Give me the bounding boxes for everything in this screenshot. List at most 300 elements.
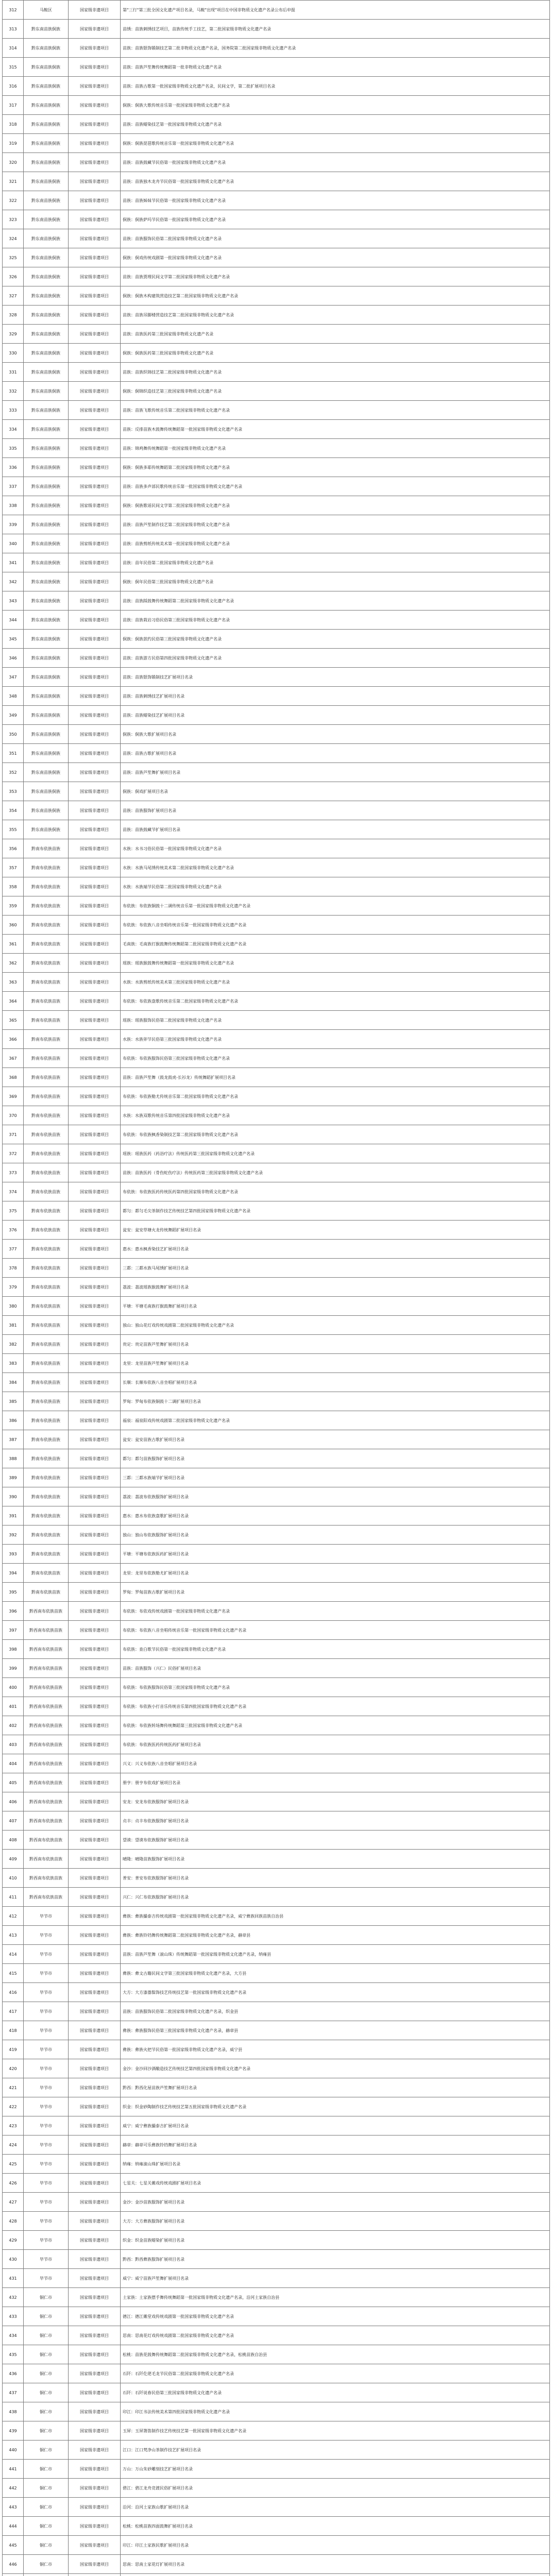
row-region: 黔东南苗族侗族 <box>24 572 69 591</box>
table-row <box>3 2441 550 2460</box>
row-region: 黔南布依族苗族 <box>24 973 69 992</box>
table-row <box>3 2421 550 2441</box>
table-row <box>3 1869 550 1888</box>
row-category: 国家级非遗项目 <box>69 572 121 591</box>
row-category: 国家级非遗项目 <box>69 1030 121 1049</box>
row-description: 惠水：惠水枫香染技艺扩展项目名录 <box>121 1240 550 1259</box>
row-category: 国家级非遗项目 <box>69 553 121 572</box>
row-description: 苗绣：苗族刺绣技艺项目，苗族传统手工技艺，第二批国家级非物质文化遗产名录 <box>121 20 550 39</box>
table-row <box>3 1392 550 1411</box>
row-description: 石阡：石阡说春民俗第三批国家级非物质文化遗产名录 <box>121 2383 550 2402</box>
row-category: 国家级非遗项目 <box>69 39 121 58</box>
row-region: 黔东南苗族侗族 <box>24 229 69 248</box>
row-category: 国家级非遗项目 <box>69 916 121 935</box>
row-category: 国家级非遗项目 <box>69 58 121 77</box>
row-category: 国家级非遗项目 <box>69 763 121 782</box>
row-description: 苗族：苗族古歌第一批国家级非物质文化遗产名录，民间文学，第二批扩展项目名录 <box>121 77 550 96</box>
table-row <box>3 1030 550 1049</box>
row-index: 389 <box>3 1468 24 1487</box>
row-category: 国家级非遗项目 <box>69 1125 121 1144</box>
row-description: 三都：三都水族端节扩展项目名录 <box>121 1468 550 1487</box>
row-region <box>24 2574 69 2576</box>
row-category: 国家级非遗项目 <box>69 1983 121 2002</box>
table-row <box>3 1125 550 1144</box>
row-category: 国家级非遗项目 <box>69 1926 121 1945</box>
row-region: 黔东南苗族侗族 <box>24 325 69 344</box>
row-region: 毕节市 <box>24 2231 69 2250</box>
row-description: 平塘：平塘布依族医药扩展项目名录 <box>121 1545 550 1564</box>
table-row <box>3 1449 550 1468</box>
table-row <box>3 1 550 20</box>
row-index: 426 <box>3 2174 24 2193</box>
row-category: 国家级非遗项目 <box>69 2174 121 2193</box>
row-category: 国家级非遗项目 <box>69 477 121 496</box>
row-description: 万山：万山朱砂雕刻技艺扩展项目名录 <box>121 2460 550 2479</box>
row-category: 国家级非遗项目 <box>69 2040 121 2059</box>
table-row <box>3 2193 550 2212</box>
row-description: 苗族：苗族栽岩习俗民俗第三批国家级非物质文化遗产名录 <box>121 611 550 630</box>
table-row <box>3 1659 550 1678</box>
row-index: 396 <box>3 1602 24 1621</box>
row-index: 330 <box>3 344 24 363</box>
row-index: 424 <box>3 2136 24 2155</box>
row-category: 国家级非遗项目 <box>69 1411 121 1430</box>
row-description: 贵定：贵定苗族芦笙舞扩展项目名录 <box>121 1335 550 1354</box>
table-row <box>3 1259 550 1278</box>
row-category: 国家级非遗项目 <box>69 973 121 992</box>
row-description: 晴隆：晴隆苗族服饰扩展项目名录 <box>121 1850 550 1869</box>
row-description: 苗族：苗族飞歌传统音乐第二批国家级非物质文化遗产名录 <box>121 401 550 420</box>
row-region: 黔东南苗族侗族 <box>24 763 69 782</box>
table-row <box>3 1831 550 1850</box>
row-description: 布依族：布依族服饰民俗第三批国家级非物质文化遗产名录 <box>121 1678 550 1697</box>
row-index: 443 <box>3 2498 24 2517</box>
row-category: 国家级非遗项目 <box>69 153 121 172</box>
row-category: 国家级非遗项目 <box>69 2212 121 2231</box>
row-category: 国家级非遗项目 <box>69 1869 121 1888</box>
row-region: 黔南布依族苗族 <box>24 992 69 1011</box>
row-index: 407 <box>3 1811 24 1831</box>
row-description: 苗族：苗族踩鼓舞传统舞蹈第二批国家级非物质文化遗产名录 <box>121 591 550 611</box>
row-index: 433 <box>3 2307 24 2326</box>
row-index: 410 <box>3 1869 24 1888</box>
row-region: 铜仁市 <box>24 2345 69 2364</box>
row-category: 国家级非遗项目 <box>69 1850 121 1869</box>
row-description: 苗族：苗族贾理民间文学第二批国家级非物质文化遗产名录 <box>121 267 550 286</box>
table-row <box>3 1011 550 1030</box>
row-region: 黔东南苗族侗族 <box>24 649 69 668</box>
table-row <box>3 1335 550 1354</box>
row-description: 苗族：苗族芦笙舞传统舞蹈第一批非物质文化遗产名录 <box>121 58 550 77</box>
row-region: 黔南布依族苗族 <box>24 1545 69 1564</box>
row-region: 铜仁市 <box>24 2498 69 2517</box>
row-description: 瑶族：瑶族服饰民俗第二批国家级非物质文化遗产名录 <box>121 1011 550 1030</box>
row-index: 381 <box>3 1316 24 1335</box>
table-row <box>3 58 550 77</box>
row-region: 黔东南苗族侗族 <box>24 591 69 611</box>
row-index: 345 <box>3 630 24 649</box>
row-description: 普安：普安布依族服饰扩展项目名录 <box>121 1869 550 1888</box>
table-row <box>3 2479 550 2498</box>
table-row <box>3 1049 550 1068</box>
row-category: 国家级非遗项目 <box>69 1697 121 1716</box>
row-region: 黔南布依族苗族 <box>24 1411 69 1430</box>
row-description: 水族：水族马尾绣传统美术第二批国家级非物质文化遗产名录 <box>121 858 550 877</box>
row-category: 国家级非遗项目 <box>69 2364 121 2383</box>
row-description: 苗族：苗族银饰锻制技艺扩展项目名录 <box>121 668 550 687</box>
table-row <box>3 1850 550 1869</box>
row-category: 国家级非遗项目 <box>69 1259 121 1278</box>
row-description: 金沙：金沙苗族服饰扩展项目名录 <box>121 2193 550 2212</box>
row-region: 黔东南苗族侗族 <box>24 134 69 153</box>
row-description: 龙里：龙里苗族芦笙舞扩展项目名录 <box>121 1354 550 1373</box>
table-row <box>3 439 550 458</box>
row-description: 彝族：彝族火把节民俗第一批国家级非物质文化遗产名录，威宁县 <box>121 2040 550 2059</box>
row-category: 国家级非遗项目 <box>69 1163 121 1182</box>
row-category: 国家级非遗项目 <box>69 267 121 286</box>
row-description: 独山：独山布依族服饰扩展项目名录 <box>121 1526 550 1545</box>
row-index: 312 <box>3 1 24 20</box>
row-description: 侗族：侗戏扩展项目名录 <box>121 782 550 801</box>
row-description: 苗族：苗族刺绣技艺扩展项目名录 <box>121 687 550 706</box>
row-description: 布依族：布依族勒尤传统音乐第二批国家级非物质文化遗产名录 <box>121 1087 550 1106</box>
row-description: 印江：印江书法传统美术第四批国家级非物质文化遗产名录 <box>121 2402 550 2421</box>
row-region: 黔南布依族苗族 <box>24 1011 69 1030</box>
table-row <box>3 153 550 172</box>
row-category: 国家级非遗项目 <box>69 248 121 267</box>
row-index: 374 <box>3 1182 24 1201</box>
row-region: 黔南布依族苗族 <box>24 954 69 973</box>
row-index: 346 <box>3 649 24 668</box>
row-index: 431 <box>3 2269 24 2288</box>
row-category: 国家级非遗项目 <box>69 229 121 248</box>
row-region: 黔南布依族苗族 <box>24 839 69 858</box>
table-row <box>3 172 550 191</box>
row-region: 黔西南布依族苗族 <box>24 1869 69 1888</box>
table-row <box>3 2555 550 2574</box>
row-description: 水族：水书习俗民俗第一批国家级非物质文化遗产名录 <box>121 839 550 858</box>
row-category: 国家级非遗项目 <box>69 420 121 439</box>
row-category: 国家级非遗项目 <box>69 1811 121 1831</box>
row-index: 397 <box>3 1621 24 1640</box>
row-category: 国家级非遗项目 <box>69 344 121 363</box>
row-region: 黔南布依族苗族 <box>24 1068 69 1087</box>
row-description: 兴仁：兴仁布依族服饰扩展项目名录 <box>121 1888 550 1907</box>
row-region: 黔东南苗族侗族 <box>24 420 69 439</box>
row-index: 347 <box>3 668 24 687</box>
table-row <box>3 20 550 39</box>
row-index: 322 <box>3 191 24 210</box>
row-region: 黔东南苗族侗族 <box>24 344 69 363</box>
row-category: 国家级非遗项目 <box>69 2307 121 2326</box>
row-region: 毕节市 <box>24 2136 69 2155</box>
table-row <box>3 1735 550 1754</box>
row-category: 国家级非遗项目 <box>69 2021 121 2040</box>
row-category: 国家级非遗项目 <box>69 191 121 210</box>
row-description: 苗族：苗族服饰扩展项目名录 <box>121 801 550 820</box>
row-category: 国家级非遗项目 <box>69 1735 121 1754</box>
table-row <box>3 1926 550 1945</box>
row-description: 苗族：锦鸡舞传统舞蹈第一批国家级非物质文化遗产名录 <box>121 439 550 458</box>
row-description: 石阡：石阡仡佬毛龙节民俗第二批国家级非物质文化遗产名录 <box>121 2364 550 2383</box>
row-description: 瓮安：瓮安苗族古歌扩展项目名录 <box>121 1430 550 1449</box>
row-region: 毕节市 <box>24 2155 69 2174</box>
row-category: 国家级非遗项目 <box>69 2536 121 2555</box>
row-region: 黔东南苗族侗族 <box>24 458 69 477</box>
row-region: 黔东南苗族侗族 <box>24 515 69 534</box>
row-description: 布依族：布依族转场舞传统舞蹈第三批国家级非物质文化遗产名录 <box>121 1716 550 1735</box>
row-description: 彝族：彝族撮泰吉传统戏剧第一批国家级非物质文化遗产名录，威宁彝族回族苗族自治县 <box>121 1907 550 1926</box>
row-description: 沿河：沿河土家族山歌扩展项目名录 <box>121 2498 550 2517</box>
row-description: 瑶族：瑶族猴鼓舞传统舞蹈第一批国家级非物质文化遗产名录 <box>121 954 550 973</box>
row-region: 黔东南苗族侗族 <box>24 363 69 382</box>
row-region: 毕节市 <box>24 1926 69 1945</box>
table-row <box>3 1430 550 1449</box>
table-row <box>3 2212 550 2231</box>
row-region: 黔南布依族苗族 <box>24 858 69 877</box>
row-description: 瑶族：瑶族医药（药浴疗法）传统医药第三批国家级非物质文化遗产名录 <box>121 1144 550 1163</box>
table-row <box>3 896 550 916</box>
row-description: 苗族：苗族医药（骨伤蛇伤疗法）传统医药第三批国家级非物质文化遗产名录 <box>121 1163 550 1182</box>
row-category: 国家级非遗项目 <box>69 820 121 839</box>
table-row <box>3 2345 550 2364</box>
row-category: 国家级非遗项目 <box>69 1792 121 1811</box>
row-index: 376 <box>3 1221 24 1240</box>
row-description: 长顺：长顺布依族八音坐唱扩展项目名录 <box>121 1373 550 1392</box>
row-category: 国家级非遗项目 <box>69 1335 121 1354</box>
row-description: 布依族：查白歌节民俗第一批国家级非物质文化遗产名录 <box>121 1640 550 1659</box>
row-description: 侗族：侗族医药第三批国家级非物质文化遗产名录 <box>121 344 550 363</box>
row-index: 429 <box>3 2231 24 2250</box>
table-row <box>3 725 550 744</box>
row-category: 国家级非遗项目 <box>69 1182 121 1201</box>
table-row <box>3 1240 550 1259</box>
table-row <box>3 1487 550 1506</box>
table-row <box>3 344 550 363</box>
row-region: 黔东南苗族侗族 <box>24 382 69 401</box>
row-index: 386 <box>3 1411 24 1430</box>
table-row <box>3 954 550 973</box>
row-category: 国家级非遗项目 <box>69 782 121 801</box>
table-row <box>3 2040 550 2059</box>
row-category: 国家级非遗项目 <box>69 2345 121 2364</box>
row-category: 国家级非遗项目 <box>69 2288 121 2307</box>
row-description: 侗族：侗年民俗第三批国家级非物质文化遗产名录 <box>121 572 550 591</box>
row-index: 401 <box>3 1697 24 1716</box>
row-region: 黔西南布依族苗族 <box>24 1716 69 1735</box>
row-region: 黔东南苗族侗族 <box>24 58 69 77</box>
row-index: 436 <box>3 2364 24 2383</box>
row-description: 布依族：布依族小打音乐传统音乐第四批国家级非物质文化遗产名录 <box>121 1697 550 1716</box>
row-category: 国家级非遗项目 <box>69 496 121 515</box>
row-description: 松桃：苗族花鼓舞传统舞蹈第二批国家级非物质文化遗产名录，松桃苗族自治县 <box>121 2345 550 2364</box>
table-row <box>3 382 550 401</box>
row-description: 赫章：赫章可乐彝族铃铛舞扩展项目名录 <box>121 2136 550 2155</box>
row-index: 402 <box>3 1716 24 1735</box>
table-row <box>3 363 550 382</box>
row-index: 399 <box>3 1659 24 1678</box>
row-category: 国家级非遗项目 <box>69 1487 121 1506</box>
table-row <box>3 782 550 801</box>
row-index: 423 <box>3 2116 24 2136</box>
table-row <box>3 1316 550 1335</box>
row-category: 国家级非遗项目 <box>69 1526 121 1545</box>
row-region: 黔西南布依族苗族 <box>24 1735 69 1754</box>
row-region: 黔东南苗族侗族 <box>24 191 69 210</box>
row-region: 黔西南布依族苗族 <box>24 1640 69 1659</box>
row-index: 398 <box>3 1640 24 1659</box>
row-index: 353 <box>3 782 24 801</box>
row-category: 国家级非遗项目 <box>69 2078 121 2097</box>
row-region: 黔西南布依族苗族 <box>24 1831 69 1850</box>
row-category: 国家级非遗项目 <box>69 2059 121 2078</box>
row-category: 国家级非遗项目 <box>69 2460 121 2479</box>
row-category: 国家级非遗项目 <box>69 1392 121 1411</box>
row-index: 343 <box>3 591 24 611</box>
row-description: 苗族：反排苗族木鼓舞传统舞蹈第一批国家级非物质文化遗产名录 <box>121 420 550 439</box>
row-region: 黔东南苗族侗族 <box>24 172 69 191</box>
table-row <box>3 2059 550 2078</box>
table-row <box>3 96 550 115</box>
row-description: 布依族：布依族铜鼓十二调传统音乐第一批国家级非物质文化遗产名录 <box>121 896 550 916</box>
row-index: 355 <box>3 820 24 839</box>
row-region: 黔西南布依族苗族 <box>24 1773 69 1792</box>
table-row <box>3 134 550 153</box>
row-region: 毕节市 <box>24 2174 69 2193</box>
row-category: 国家级非遗项目 <box>69 534 121 553</box>
row-category: 国家级非遗项目 <box>69 1888 121 1907</box>
row-region: 黔南布依族苗族 <box>24 1335 69 1354</box>
row-index: 412 <box>3 1907 24 1926</box>
table-row <box>3 1068 550 1087</box>
row-index: 324 <box>3 229 24 248</box>
row-description: 印江：印江土家族民歌扩展项目名录 <box>121 2536 550 2555</box>
row-index: 338 <box>3 496 24 515</box>
row-region: 毕节市 <box>24 1983 69 2002</box>
row-index: 393 <box>3 1545 24 1564</box>
row-description: 罗甸：罗甸苗族古歌扩展项目名录 <box>121 1583 550 1602</box>
table-row <box>3 1678 550 1697</box>
row-region: 黔南布依族苗族 <box>24 1106 69 1125</box>
row-description: 苗族：苗族芦笙制作技艺第二批国家级非物质文化遗产名录 <box>121 515 550 534</box>
row-category: 国家级非遗项目 <box>69 2555 121 2574</box>
row-category: 国家级非遗项目 <box>69 325 121 344</box>
row-index: 318 <box>3 115 24 134</box>
row-category: 国家级非遗项目 <box>69 2517 121 2536</box>
row-region: 黔南布依族苗族 <box>24 935 69 954</box>
row-region: 黔东南苗族侗族 <box>24 782 69 801</box>
row-description: 黔西：黔西彝族服饰扩展项目名录 <box>121 2250 550 2269</box>
row-category: 国家级非遗项目 <box>69 1773 121 1792</box>
row-category: 国家级非遗项目 <box>69 1640 121 1659</box>
row-index: 408 <box>3 1831 24 1850</box>
row-description: 侗族：侗族歌谣民间文学第二批国家级非物质文化遗产名录 <box>121 496 550 515</box>
row-index: 380 <box>3 1297 24 1316</box>
row-description: 贞丰：贞丰布依族服饰扩展项目名录 <box>121 1811 550 1831</box>
row-index: 414 <box>3 1945 24 1964</box>
row-category: 国家级非遗项目 <box>69 2002 121 2021</box>
row-category: 国家级非遗项目 <box>69 515 121 534</box>
row-index: 416 <box>3 1983 24 2002</box>
table-row <box>3 706 550 725</box>
row-region: 毕节市 <box>24 2193 69 2212</box>
row-index: 348 <box>3 687 24 706</box>
row-description: 思南：思南土家花灯扩展项目名录 <box>121 2555 550 2574</box>
table-row <box>3 2116 550 2136</box>
row-description: 兴义：兴义布依族八音坐唱扩展项目名录 <box>121 1754 550 1773</box>
table-row <box>3 515 550 534</box>
row-index: 382 <box>3 1335 24 1354</box>
row-region: 毕节市 <box>24 2040 69 2059</box>
row-index: 435 <box>3 2345 24 2364</box>
row-region: 毕节市 <box>24 2269 69 2288</box>
row-description: 侗族：侗族大歌传统音乐第一批国家级非物质文化遗产名录 <box>121 96 550 115</box>
row-index: 358 <box>3 877 24 896</box>
row-region: 毕节市 <box>24 2002 69 2021</box>
row-category: 国家级非遗项目 <box>69 2421 121 2441</box>
row-index: 413 <box>3 1926 24 1945</box>
row-category: 国家级非遗项目 <box>69 2498 121 2517</box>
row-category: 国家级非遗项目 <box>69 2326 121 2345</box>
row-index: 315 <box>3 58 24 77</box>
table-row <box>3 1640 550 1659</box>
row-description: 思南：思南花灯戏传统戏剧第二批国家级非物质文化遗产名录 <box>121 2326 550 2345</box>
table-row <box>3 858 550 877</box>
row-region: 黔东南苗族侗族 <box>24 687 69 706</box>
row-description: 罗甸：罗甸布依族铜鼓十二调扩展项目名录 <box>121 1392 550 1411</box>
table-row <box>3 1201 550 1221</box>
table-row <box>3 2269 550 2288</box>
row-category: 国家级非遗项目 <box>69 1564 121 1583</box>
row-description: 福泉：福泉阳戏传统戏剧第二批国家级非物质文化遗产名录 <box>121 1411 550 1430</box>
row-description: 平塘：平塘毛南族打猴鼓舞扩展项目名录 <box>121 1297 550 1316</box>
row-region: 黔南布依族苗族 <box>24 1526 69 1545</box>
row-description: 水族：水族剪纸传统美术第三批国家级非物质文化遗产名录 <box>121 973 550 992</box>
row-region: 毕节市 <box>24 2059 69 2078</box>
table-row <box>3 267 550 286</box>
row-index: 364 <box>3 992 24 1011</box>
row-region: 黔西南布依族苗族 <box>24 1792 69 1811</box>
row-region: 黔东南苗族侗族 <box>24 477 69 496</box>
table-row <box>3 572 550 591</box>
table-row <box>3 820 550 839</box>
row-region: 黔西南布依族苗族 <box>24 1754 69 1773</box>
row-category: 国家级非遗项目 <box>69 1240 121 1259</box>
row-description: 侗族：侗戏传统戏剧第一批国家级非物质文化遗产名录 <box>121 248 550 267</box>
row-index: 354 <box>3 801 24 820</box>
row-region: 黔东南苗族侗族 <box>24 553 69 572</box>
table-row <box>3 2002 550 2021</box>
row-description: 苗族：苗族姊妹节民俗第一批国家级非物质文化遗产名录 <box>121 191 550 210</box>
row-index: 329 <box>3 325 24 344</box>
heritage-table-body <box>3 1 550 2576</box>
row-description: 水族：水族端节民俗第二批国家级非物质文化遗产名录 <box>121 877 550 896</box>
row-description: 金沙：金沙回沙酒酿造技艺传统技艺第四批国家级非物质文化遗产名录 <box>121 2059 550 2078</box>
row-description: 黔西：黔西化屋苗族芦笙舞扩展项目名录 <box>121 2078 550 2097</box>
table-row <box>3 1506 550 1526</box>
row-description: 碧江：碧江龙舟竞渡民俗扩展项目名录 <box>121 2479 550 2498</box>
table-row <box>3 2364 550 2383</box>
row-description: 侗族：侗族萨玛节民俗第一批国家级非物质文化遗产名录 <box>121 210 550 229</box>
row-category: 国家级非遗项目 <box>69 801 121 820</box>
row-index: 365 <box>3 1011 24 1030</box>
row-region: 铜仁市 <box>24 2326 69 2345</box>
row-region: 黔南布依族苗族 <box>24 1278 69 1297</box>
row-category: 国家级非遗项目 <box>69 630 121 649</box>
table-row <box>3 2021 550 2040</box>
row-description: 苗族：苗族芦笙舞（鼓龙鼓虎-长衫龙）传统舞蹈扩展项目名录 <box>121 1068 550 1087</box>
row-region: 毕节市 <box>24 2097 69 2116</box>
